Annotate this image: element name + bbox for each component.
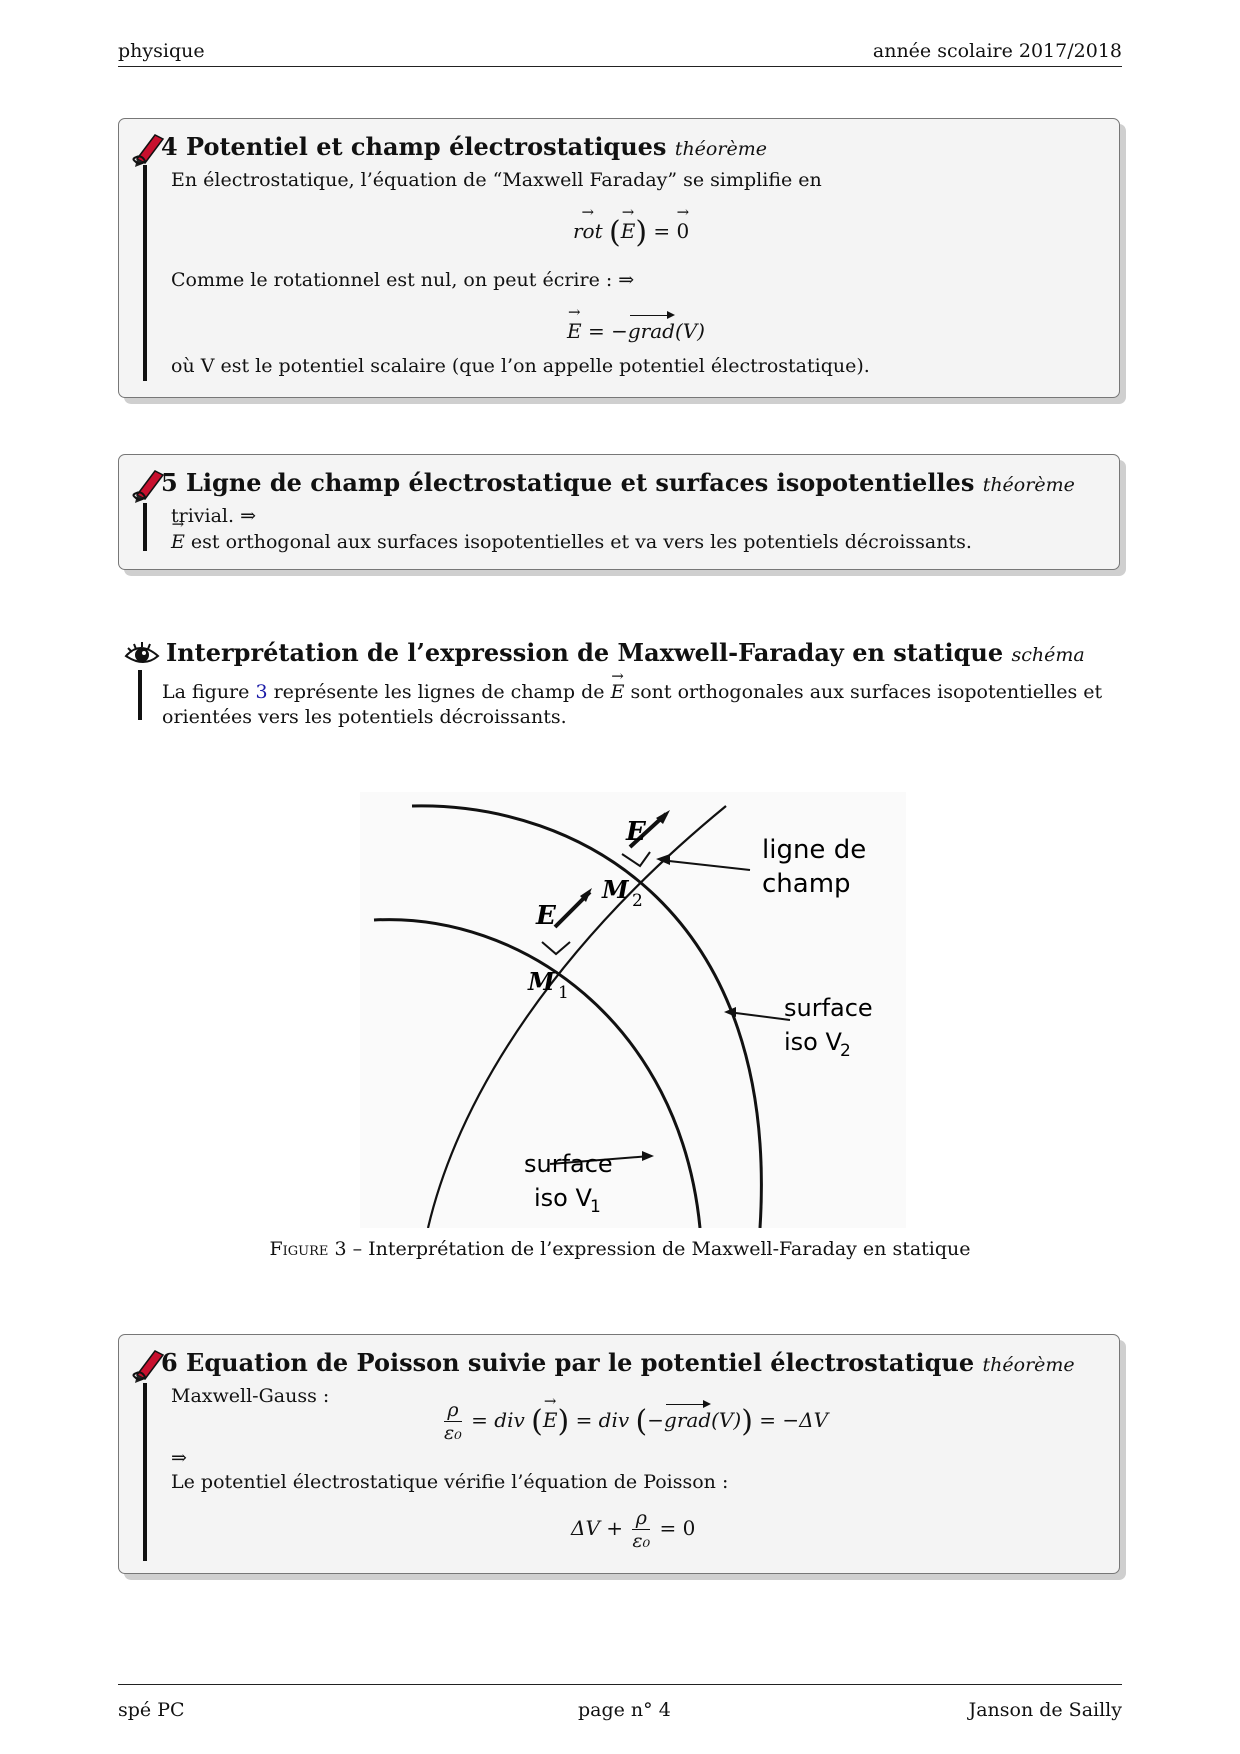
footer-page-number: page n° 4 bbox=[578, 1699, 671, 1721]
text-line: Maxwell-Gauss : bbox=[171, 1385, 330, 1407]
equation-rot-E: → rot (→ E) = → 0 bbox=[573, 215, 689, 250]
equation-poisson: ΔV + $\frac{\rho}{\text{ε₀}}$ = 0 bbox=[571, 1507, 696, 1552]
pen-icon bbox=[129, 129, 165, 169]
schema-title: Interprétation de l’expression de Maxwell-Faraday en statique schéma bbox=[166, 638, 1085, 667]
figure-caption: Figure 3 – Interprétation de l’expression de Maxwell-Faraday en statique bbox=[269, 1238, 971, 1260]
section-title-6: 6 Equation de Poisson suivie par le potentiel électrostatique théorème bbox=[161, 1348, 1075, 1377]
label-iso-v2: iso V bbox=[784, 1028, 842, 1056]
label-champ: champ bbox=[762, 869, 851, 899]
theorem-box-5 bbox=[118, 454, 1120, 570]
pen-icon bbox=[129, 1345, 165, 1385]
text-line: trivial. ⇒ bbox=[171, 505, 257, 527]
header-school-year: année scolaire 2017/2018 bbox=[872, 40, 1122, 62]
theorem-bar bbox=[143, 1383, 147, 1561]
theorem-bar bbox=[143, 503, 147, 551]
schema-text: La figure 3 représente les lignes de champ de → E sont orthogonales aux surfaces isopotentielles et orientées vers les potentiels décroissants. bbox=[162, 680, 1122, 730]
label-ligne: ligne de bbox=[762, 835, 867, 865]
equation-maxwell-gauss: $\frac{\rho}{\text{ε₀}}$ = div (→ E) = div (−grad(V)) = −ΔV bbox=[441, 1399, 828, 1444]
field-lines-diagram bbox=[360, 792, 906, 1228]
header-subject: physique bbox=[118, 40, 205, 62]
label-iso-v1-sub: 1 bbox=[590, 1197, 601, 1217]
page-header bbox=[118, 40, 1122, 67]
footer-school: Janson de Sailly bbox=[968, 1699, 1122, 1721]
text-line: En électrostatique, l’équation de “Maxwell Faraday” se simplifie en bbox=[171, 169, 822, 191]
label-E-top: E bbox=[626, 817, 646, 847]
theorem-box-6 bbox=[118, 1334, 1120, 1574]
label-M1: M bbox=[528, 967, 555, 996]
label-surface-v2: surface bbox=[784, 994, 873, 1022]
label-E-mid: E bbox=[536, 901, 556, 931]
theorem-box-4 bbox=[118, 118, 1120, 398]
section-title-5: 5 Ligne de champ électrostatique et surfaces isopotentielles théorème bbox=[161, 468, 1075, 497]
schema-bar bbox=[138, 670, 142, 720]
text-line: Le potentiel électrostatique vérifie l’équation de Poisson : bbox=[171, 1471, 729, 1493]
theorem-bar bbox=[143, 165, 147, 381]
label-iso-v2-sub: 2 bbox=[840, 1041, 851, 1061]
pen-icon bbox=[129, 465, 165, 505]
page-footer bbox=[118, 1684, 1122, 1725]
implies-symbol: ⇒ bbox=[171, 1447, 187, 1469]
label-M2-sub: 2 bbox=[632, 891, 643, 911]
label-M1-sub: 1 bbox=[558, 983, 569, 1003]
footer-class: spé PC bbox=[118, 1699, 185, 1721]
equation-E-grad: → E = −grad(V) bbox=[567, 319, 705, 343]
label-iso-v1: iso V bbox=[534, 1184, 592, 1212]
text-line: Comme le rotationnel est nul, on peut écrire : ⇒ bbox=[171, 269, 635, 291]
section-title-4: 4 Potentiel et champ électrostatiques théorème bbox=[161, 132, 767, 161]
figure-field-lines bbox=[360, 792, 906, 1228]
label-M2: M bbox=[602, 875, 629, 904]
figure-ref-link[interactable]: 3 bbox=[255, 681, 268, 703]
text-line: où V est le potentiel scalaire (que l’on appelle potentiel électrostatique). bbox=[171, 355, 870, 377]
label-surface-v1: surface bbox=[524, 1150, 613, 1178]
eye-icon bbox=[122, 636, 162, 672]
schema-block bbox=[118, 628, 1128, 738]
text-line: → E est orthogonal aux surfaces isopotentielles et va vers les potentiels décroissants. bbox=[171, 531, 972, 553]
